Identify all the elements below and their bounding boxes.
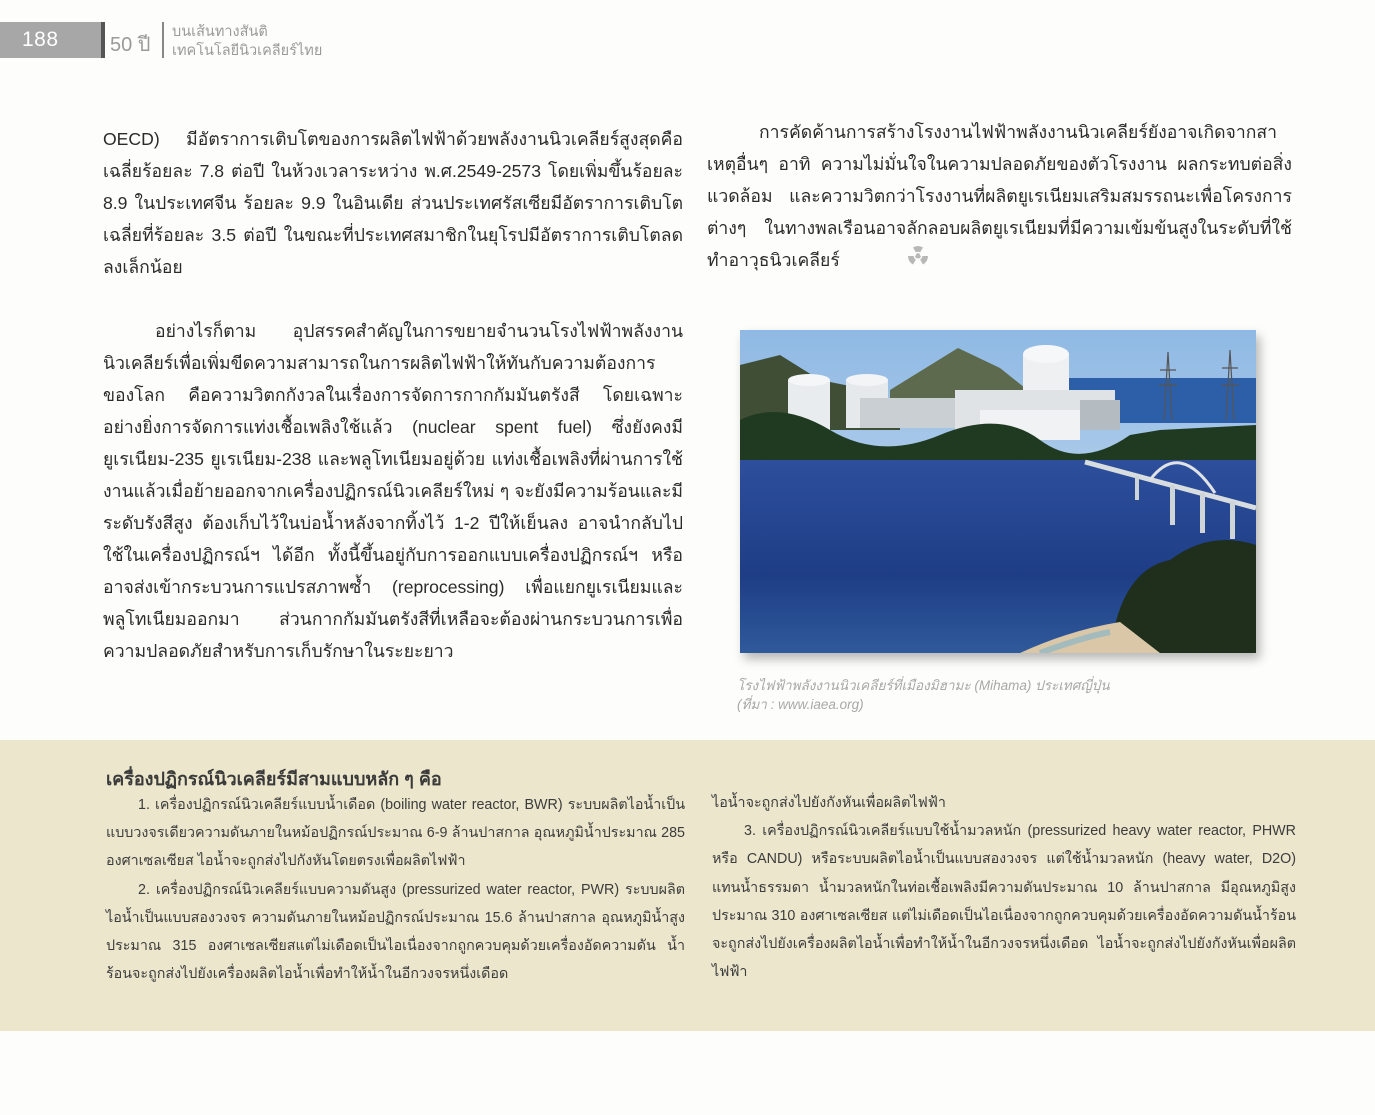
caption-text: โรงไฟฟ้าพลังงานนิวเคลียร์ที่เมืองมิฮามะ (Mihama) ประเทศญี่ปุ่น (737, 678, 1110, 693)
header-separator (162, 22, 164, 58)
paragraph-wrapper (707, 116, 1292, 278)
reactor-type-pwr: 2. เครื่องปฏิกรณ์นิวเคลียร์แบบความดันสูง (pressurized water reactor, PWR) ระบบผลิตไอน้ำเป็นแบบสองวงจร ความดันภายในหม้อปฏิกรณ์ประมาณ 15.6 ล้านปาสกาล อุณหภูมิน้ำสูง ประมาณ 315 องศาเซลเซียสแต่ไม่เดือดเป็นไอเนื่องจากถูกควบคุมด้วยเครื่องอัดความดัน น้ำร้อนจะถูกส่งไปยังเครื่องผลิตไอน้ำเพื่อทำให้น้ำในอีกวงจรหนึ่งเดือด (106, 881, 685, 983)
header-divider (101, 22, 105, 58)
box-right-column (712, 789, 1296, 986)
paragraph: อย่างไรก็ตาม อุปสรรคสำคัญในการขยายจำนวนโรงไฟฟ้าพลังงานนิวเคลียร์เพื่อเพิ่มขีดความสามารถในการผลิตไฟฟ้าให้ทันกับความต้องการของโลก คือความวิตกกังวลในเรื่องการจัดการกากกัมมันตรังสี โดยเฉพาะอย่างยิ่งการจัดการแท่งเชื้อเพลิงใช้แล้ว (nuclear spent fuel) ซึ่งยังคงมียูเรเนียม-235 ยูเรเนียม-238 และพลูโทเนียมอยู่ด้วย แท่งเชื้อเพลิงที่ผ่านการใช้งานแล้วเมื่อย้ายออกจากเครื่องปฏิกรณ์นิวเคลียร์ใหม่ ๆ จะยังมีความร้อนและมีระดับรังสีสูง ต้องเก็บไว้ในบ่อน้ำหลังจากทิ้งไว้ 1-2 ปีให้เย็นลง อาจนำกลับไปใช้ในเครื่องปฏิกรณ์ฯ ได้อีก ทั้งนี้ขึ้นอยู่กับการออกแบบเครื่องปฏิกรณ์ฯ หรืออาจส่งเข้ากระบวนการแปรสภาพซ้ำ (reprocessing) เพื่อแยกยูเรเนียมและพลูโทเนียมออกมา ส่วนกากกัมมันตรังสีที่เหลือจะต้องผ่านกระบวนการเพื่อความปลอดภัยสำหรับการเก็บรักษาในระยะยาว (103, 321, 683, 661)
nuclear-plant-photo (740, 330, 1256, 653)
right-column-paragraph-1 (707, 116, 1292, 278)
page-number: 188 (22, 28, 59, 51)
radiation-icon (854, 244, 930, 278)
left-column-paragraph-2 (103, 315, 683, 667)
paragraph: OECD) มีอัตราการเติบโตของการผลิตไฟฟ้าด้วยพลังงานนิวเคลียร์สูงสุดคือเฉลี่ยร้อยละ 7.8 ต่อปี ในห้วงเวลาระหว่าง พ.ศ.2549-2573 โดยเพิ่มขึ้นร้อยละ 8.9 ในประเทศจีน ร้อยละ 9.9 ในอินเดีย ส่วนประเทศรัสเซียมีอัตราการเติบโตเฉลี่ยที่ร้อยละ 3.5 ต่อปี ในขณะที่ประเทศสมาชิกในยุโรปมีอัตราการเติบโตลดลงเล็กน้อย (103, 129, 684, 277)
photo-caption (737, 676, 1110, 714)
book-title-line2: เทคโนโลยีนิวเคลียร์ไทย (172, 43, 323, 59)
paragraph: การคัดค้านการสร้างโรงงานไฟฟ้าพลังงานนิวเคลียร์ยังอาจเกิดจากสาเหตุอื่นๆ อาทิ ความไม่มั่นใจในความปลอดภัยของตัวโรงงาน ผลกระทบต่อสิ่งแวดล้อม และความวิตกว่าโรงงานที่ผลิตยูเรเนียมเสริมสมรรถนะเพื่อโครงการต่างๆ ในทางพลเรือนอาจลักลอบผลิตยูเรเนียมที่มีความเข้มข้นสูงในระดับที่ใช้ทำอาวุธนิวเคลียร์ (707, 122, 1292, 270)
reactor-type-pwr-continued: ไอน้ำจะถูกส่งไปยังกังหันเพื่อผลิตไฟฟ้า (712, 795, 946, 811)
box-title: เครื่องปฏิกรณ์นิวเคลียร์มีสามแบบหลัก ๆ คือ (106, 769, 442, 789)
anniversary-label: 50 ปี (110, 34, 151, 56)
book-title-line1: บนเส้นทางสันติ (172, 24, 268, 40)
reactor-type-phwr: 3. เครื่องปฏิกรณ์นิวเคลียร์แบบใช้น้ำมวลหนัก (pressurized heavy water reactor, PHWR หรือ CANDU) หรือระบบผลิตไอน้ำเป็นแบบสองวงจร แต่ใช้น้ำมวลหนัก (heavy water, D2O) แทนน้ำธรรมดา น้ำมวลหนักในท่อเชื้อเพลิงมีความดันประมาณ 10 ล้านปาสกาล มีอุณหภูมิสูงประมาณ 310 องศาเซลเซียส แต่ไม่เดือดเป็นไอเนื่องจากถูกควบคุมด้วยเครื่องอัดความดันน้ำร้อน จะถูกส่งไปยังเครื่องผลิตไอน้ำเพื่อทำให้น้ำในอีกวงจรหนึ่งเดือด ไอน้ำจะถูกส่งไปยังกังหันเพื่อผลิตไฟฟ้า (712, 823, 1296, 981)
left-column-paragraph-1 (103, 123, 683, 283)
reactor-type-bwr: 1. เครื่องปฏิกรณ์นิวเคลียร์แบบน้ำเดือด (boiling water reactor, BWR) ระบบผลิตไอน้ำเป็นแบบวงจรเดียวความดันภายในหม้อปฏิกรณ์ประมาณ 6-9 ล้านปาสกาล อุณหภูมิน้ำประมาณ 285 องศาเซลเซียส ไอน้ำจะถูกส่งไปกังหันโดยตรงเพื่อผลิตไฟฟ้า (106, 797, 685, 870)
caption-source: (ที่มา : www.iaea.org) (737, 697, 864, 712)
box-left-column (106, 791, 685, 988)
